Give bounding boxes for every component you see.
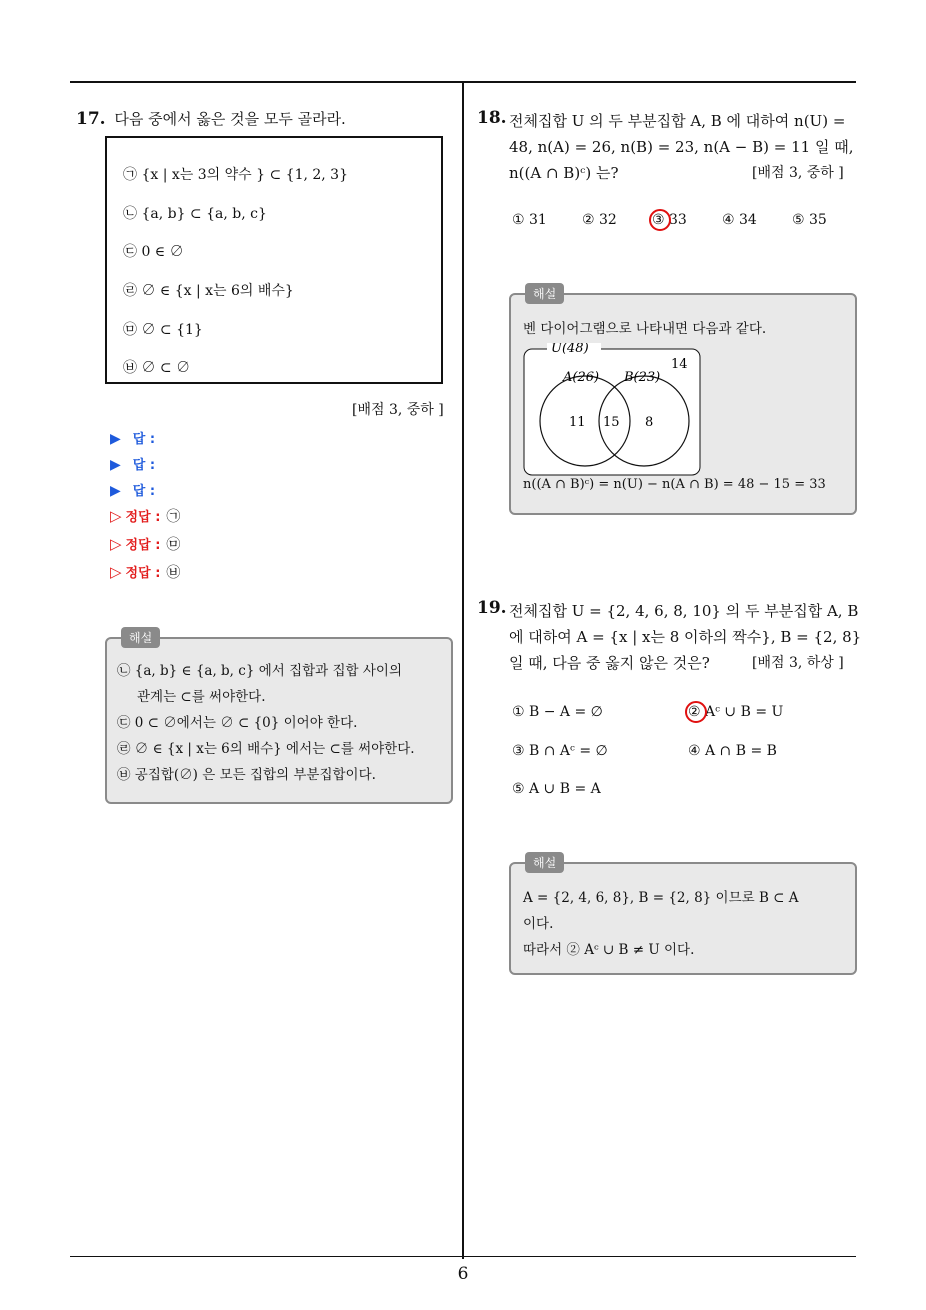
correct-value: ㉥	[166, 565, 181, 581]
q18-number: 18.	[477, 108, 507, 128]
correct-label: 정답 :	[125, 566, 161, 581]
q18-text-line: 48, n(A) = 26, n(B) = 23, n(A − B) = 11 일 때,	[509, 138, 854, 156]
q19-choice: ⑤ A ∪ B = A	[512, 781, 601, 797]
q17-item: ㉢ 0 ∈ ∅	[123, 244, 184, 260]
q19-text-line: 전체집합 U = {2, 4, 6, 8, 10} 의 두 부분집합 A, B	[509, 602, 859, 620]
q18-difficulty: [배점 3, 중하 ]	[752, 165, 844, 181]
correct-value: ㉤	[166, 537, 181, 553]
solution-tag: 해설	[121, 627, 160, 648]
solution-line: 관계는 ⊂를 써야한다.	[137, 689, 266, 705]
q18-choice: ④ 34	[722, 212, 757, 228]
q17-items-box	[105, 136, 443, 384]
q19-choice: ④ A ∩ B = B	[688, 743, 777, 759]
play-icon: ▶	[110, 457, 121, 473]
column-divider	[462, 83, 464, 1259]
solution-tag: 해설	[525, 852, 564, 873]
page-number: 6	[457, 1264, 469, 1284]
solution-line: ㉣ ∅ ∈ {x | x는 6의 배수} 에서는 ⊂를 써야한다.	[117, 741, 415, 757]
set-b-label: B(23)	[624, 370, 661, 385]
q17-solution-box	[105, 631, 453, 804]
only-b-value: 8	[645, 415, 654, 430]
q19-header	[477, 598, 507, 618]
q17-correct-row	[110, 506, 180, 526]
venn-diagram	[523, 343, 713, 479]
solution-line: 벤 다이어그램으로 나타내면 다음과 같다.	[523, 321, 767, 337]
selected-mark-icon	[685, 701, 707, 723]
solution-line: ㉢ 0 ⊂ ∅에서는 ∅ ⊂ {0} 이어야 한다.	[117, 715, 358, 731]
solution-line: ㉡ {a, b} ∈ {a, b, c} 에서 집합과 집합 사이의	[117, 663, 402, 679]
play-icon: ▶	[110, 483, 121, 499]
outside-value: 14	[671, 357, 688, 372]
q19-difficulty: [배점 3, 하상 ]	[752, 655, 844, 671]
solution-formula: n((A ∩ B)ᶜ) = n(U) − n(A ∩ B) = 48 − 15 = 33	[523, 477, 826, 492]
answer-label: 답 :	[132, 484, 156, 499]
q17-difficulty: [배점 3, 중하 ]	[352, 402, 444, 418]
outline-play-icon: ▷	[110, 535, 122, 553]
q18-solution-box	[509, 287, 857, 515]
q19-choice-selected: ② Aᶜ ∪ B = U	[688, 704, 784, 720]
q19-text-line: 에 대하여 A = {x | x는 8 이하의 짝수}, B = {2, 8}	[509, 628, 862, 646]
q18-header	[477, 108, 507, 128]
q19-choice: ① B − A = ∅	[512, 704, 603, 720]
solution-line: 따라서 ② Aᶜ ∪ B ≠ U 이다.	[523, 942, 695, 958]
play-icon: ▶	[110, 431, 121, 447]
q17-answer-row	[110, 454, 161, 473]
q19-number: 19.	[477, 598, 507, 618]
q19-choice: ③ B ∩ Aᶜ = ∅	[512, 743, 608, 759]
set-a-label: A(26)	[563, 370, 600, 385]
q17-item: ㉡ {a, b} ⊂ {a, b, c}	[123, 206, 267, 222]
q17-number: 17.	[76, 109, 106, 129]
q19-solution-box	[509, 856, 857, 975]
q18-choice: ⑤ 35	[792, 212, 827, 228]
q17-correct-row	[110, 534, 180, 554]
solution-line: A = {2, 4, 6, 8}, B = {2, 8} 이므로 B ⊂ A	[523, 890, 799, 906]
q17-header	[76, 108, 346, 129]
q18-choice: ① 31	[512, 212, 547, 228]
q17-correct-row	[110, 562, 180, 582]
correct-label: 정답 :	[125, 510, 161, 525]
solution-line: ㉥ 공집합(∅) 은 모든 집합의 부분집합이다.	[117, 767, 376, 783]
q17-answer-row	[110, 480, 161, 499]
only-a-value: 11	[569, 415, 586, 430]
correct-value: ㉠	[166, 509, 181, 525]
q19-text-line: 일 때, 다음 중 옳지 않은 것은?	[509, 654, 710, 672]
q17-item: ㉤ ∅ ⊂ {1}	[123, 322, 203, 338]
solution-tag: 해설	[525, 283, 564, 304]
q18-text-line: 전체집합 U 의 두 부분집합 A, B 에 대하여 n(U) =	[509, 112, 846, 130]
q18-text-line: n((A ∩ B)ᶜ) 는?	[509, 164, 619, 182]
outline-play-icon: ▷	[110, 563, 122, 581]
q17-item: ㉠ {x | x는 3의 약수 } ⊂ {1, 2, 3}	[123, 167, 348, 183]
q17-answer-row	[110, 428, 161, 447]
intersection-value: 15	[603, 415, 620, 430]
selected-mark-icon	[649, 209, 671, 231]
q17-item: ㉥ ∅ ⊂ ∅	[123, 360, 191, 376]
q18-choice-selected: ③ 33	[652, 212, 687, 228]
answer-label: 답 :	[132, 432, 156, 447]
bottom-rule	[70, 1256, 856, 1257]
universe-label: U(48)	[551, 343, 589, 356]
solution-line: 이다.	[523, 916, 554, 932]
outline-play-icon: ▷	[110, 507, 122, 525]
q17-text: 다음 중에서 옳은 것을 모두 골라라.	[114, 110, 346, 128]
q18-choice: ② 32	[582, 212, 617, 228]
answer-label: 답 :	[132, 458, 156, 473]
correct-label: 정답 :	[125, 538, 161, 553]
q17-item: ㉣ ∅ ∈ {x | x는 6의 배수}	[123, 283, 294, 299]
